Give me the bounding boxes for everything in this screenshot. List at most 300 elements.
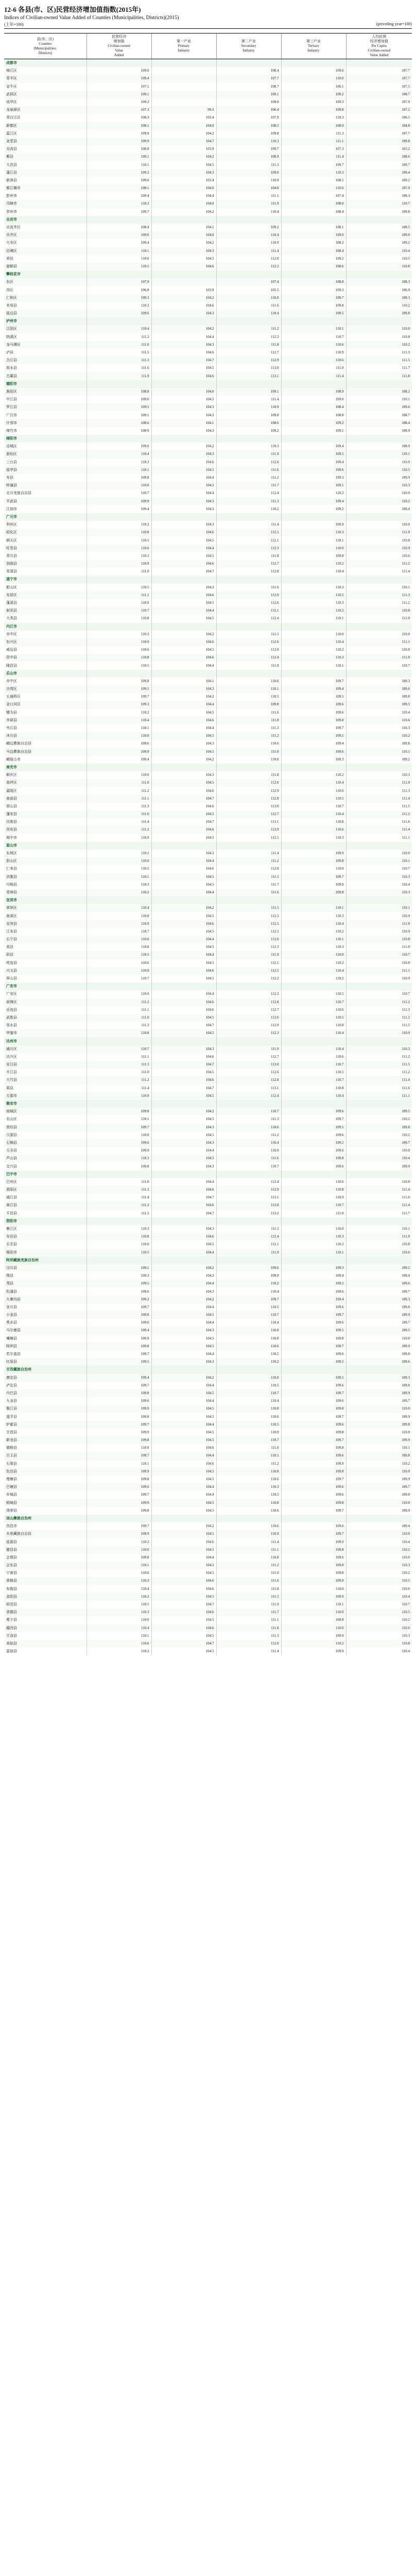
value-cell-col2: 104.5	[151, 1593, 216, 1601]
value-cell-col4: 110.7	[281, 1201, 346, 1209]
value-cell-col3: 113.0	[216, 803, 281, 810]
value-cell-col4: 109.7	[281, 1115, 346, 1123]
value-cell-col3: 111.5	[216, 873, 281, 881]
value-cell-col5: 110.8	[346, 333, 412, 341]
value-cell-col3: 109.2	[216, 224, 281, 231]
value-cell-col3: 111.6	[216, 889, 281, 896]
county-name: 红原县	[4, 1358, 86, 1366]
value-cell-col2	[151, 982, 216, 990]
value-cell-col5: 111.5	[346, 357, 412, 364]
county-name: 米易县	[6, 303, 17, 308]
value-cell-col2: 104.3	[151, 1287, 216, 1295]
value-cell-col1: 109.9	[86, 1499, 151, 1507]
value-cell-col5: 107.7	[346, 67, 412, 75]
value-cell-col3: 110.9	[216, 1530, 281, 1538]
table-row	[4, 536, 412, 544]
value-cell-col5: 109.7	[346, 1319, 412, 1327]
value-cell-col4: 109.8	[281, 889, 346, 896]
value-cell-col2: 104.4	[151, 1491, 216, 1499]
value-cell-col3: 109.1	[216, 91, 281, 98]
value-cell-col3	[216, 842, 281, 850]
value-cell-col1: 110.5	[86, 1601, 151, 1608]
value-cell-col5: 106.5	[346, 114, 412, 122]
value-cell-col2: 104.7	[151, 1061, 216, 1069]
value-cell-col3: 111.9	[216, 450, 281, 458]
value-cell-col1	[86, 317, 151, 325]
value-cell-col3: 112.6	[216, 1069, 281, 1076]
table-row	[4, 67, 412, 75]
value-cell-col3: 110.8	[216, 1554, 281, 1562]
table-row	[4, 161, 412, 168]
county-name: 筠连县	[6, 960, 17, 965]
value-cell-col3: 111.6	[216, 709, 281, 717]
value-cell-col2: 104.4	[151, 701, 216, 708]
value-cell-col5: 109.3	[346, 1296, 412, 1303]
county-name: 江安县	[6, 929, 17, 934]
value-cell-col2	[151, 278, 216, 286]
county-name: 仁和区	[4, 294, 86, 302]
value-cell-col5: 111.0	[346, 1233, 412, 1241]
value-cell-col1: 110.8	[86, 615, 151, 622]
value-cell-col4: 110.2	[281, 1640, 346, 1648]
county-name: 丹巴县	[4, 1389, 86, 1397]
value-cell-col5: 111.0	[346, 615, 412, 622]
value-cell-col3: 108.9	[216, 153, 281, 161]
value-cell-col1: 109.6	[86, 177, 151, 184]
value-cell-col1: 111.2	[86, 1201, 151, 1209]
table-row	[4, 443, 412, 450]
value-cell-col2: 104.3	[151, 771, 216, 779]
value-cell-col3: 112.0	[216, 1640, 281, 1648]
value-cell-col2: 104.6	[151, 1076, 216, 1084]
value-cell-col4: 109.6	[281, 1303, 346, 1311]
value-cell-col2: 104.4	[151, 1280, 216, 1287]
value-cell-col5: 109.2	[346, 177, 412, 184]
county-name: 泸定县	[6, 1383, 17, 1387]
value-cell-col2: 104.0	[151, 184, 216, 192]
value-cell-col5: 111.3	[346, 349, 412, 357]
value-cell-col5	[346, 513, 412, 521]
county-name: 会东县	[4, 1562, 86, 1569]
value-cell-col1: 110.0	[86, 1546, 151, 1554]
value-cell-col3: 110.1	[216, 685, 281, 693]
value-cell-col1: 110.6	[86, 255, 151, 263]
value-cell-col3: 111.0	[216, 748, 281, 756]
value-cell-col1: 109.4	[86, 75, 151, 82]
table-head	[4, 33, 412, 59]
value-cell-col2: 104.4	[151, 1303, 216, 1311]
county-name: 资阳市	[4, 1217, 86, 1225]
value-cell-col5	[346, 59, 412, 67]
value-cell-col4: 110.2	[281, 560, 346, 568]
value-cell-col3: 111.2	[216, 1460, 281, 1468]
region-row	[4, 670, 412, 677]
value-cell-col5: 110.8	[346, 536, 412, 544]
value-cell-col5: 109.6	[346, 1280, 412, 1287]
value-cell-col3: 112.8	[216, 1076, 281, 1084]
value-cell-col3: 111.2	[216, 1131, 281, 1139]
value-cell-col1: 110.8	[86, 529, 151, 536]
value-cell-col3: 111.5	[216, 631, 281, 638]
value-cell-col1: 111.4	[86, 818, 151, 826]
table-row	[4, 364, 412, 372]
value-cell-col4: 110.7	[281, 803, 346, 810]
value-cell-col1: 110.1	[86, 1632, 151, 1640]
value-cell-col2: 104.2	[151, 294, 216, 302]
value-cell-col5: 107.9	[346, 98, 412, 106]
value-cell-col1: 109.0	[86, 67, 151, 75]
value-cell-col2: 104.6	[151, 560, 216, 568]
value-cell-col4	[281, 982, 346, 990]
value-cell-col3: 112.2	[216, 928, 281, 936]
value-cell-col2: 104.6	[151, 803, 216, 810]
county-name: 游仙区	[4, 450, 86, 458]
value-cell-col1: 109.5	[86, 1358, 151, 1366]
county-name: 马尔康县	[4, 1327, 86, 1334]
value-cell-col4: 108.4	[281, 208, 346, 216]
region-row	[4, 1366, 412, 1374]
value-cell-col1: 110.5	[86, 951, 151, 959]
value-cell-col5: 111.3	[346, 1006, 412, 1014]
table-row	[4, 310, 412, 317]
value-cell-col3: 112.0	[216, 646, 281, 654]
value-cell-col3: 109.9	[216, 1272, 281, 1280]
value-cell-col1: 111.0	[86, 1178, 151, 1186]
value-cell-col2: 104.5	[151, 1343, 216, 1350]
region-row	[4, 1515, 412, 1522]
table-row	[4, 1210, 412, 1217]
table-row	[4, 83, 412, 91]
value-cell-col4: 109.7	[281, 873, 346, 881]
county-name: 屏山县	[6, 976, 17, 981]
value-cell-col3: 110.9	[216, 403, 281, 411]
value-cell-col3: 111.8	[216, 341, 281, 349]
value-cell-col1: 111.1	[86, 591, 151, 599]
value-cell-col5	[346, 216, 412, 224]
value-cell-col2: 104.7	[151, 357, 216, 364]
county-name: 通川区	[4, 1045, 86, 1053]
value-cell-col3: 111.3	[216, 724, 281, 732]
value-cell-col4: 109.6	[281, 1491, 346, 1499]
table-row	[4, 357, 412, 364]
table-row	[4, 1147, 412, 1155]
value-cell-col4: 109.8	[281, 552, 346, 560]
column-header-4: 第三产业 Tertiary Industry	[281, 33, 346, 59]
value-cell-col1: 110.2	[86, 302, 151, 310]
value-cell-col4: 110.0	[281, 1608, 346, 1616]
table-row	[4, 795, 412, 803]
county-name: 蒲江县	[4, 169, 86, 177]
value-cell-col4: 110.7	[281, 333, 346, 341]
region-row	[4, 896, 412, 904]
value-cell-col3: 111.7	[216, 1608, 281, 1616]
county-name: 西充县	[4, 826, 86, 834]
county-name: 江油市	[6, 506, 17, 511]
value-cell-col1: 110.5	[86, 1249, 151, 1257]
value-cell-col4: 110.4	[281, 1029, 346, 1037]
value-cell-col3: 112.3	[216, 545, 281, 552]
value-cell-col3: 110.4	[216, 1319, 281, 1327]
value-cell-col2: 104.5	[151, 255, 216, 263]
value-cell-col3: 112.1	[216, 536, 281, 544]
county-name: 东兴区	[4, 638, 86, 646]
value-cell-col4: 109.9	[281, 1538, 346, 1546]
value-cell-col2: 104.6	[151, 654, 216, 662]
region-row	[4, 623, 412, 631]
value-cell-col3: 111.7	[216, 482, 281, 489]
table-row	[4, 1264, 412, 1272]
value-cell-col4: 109.9	[281, 1593, 346, 1601]
county-name: 九寨沟县	[4, 1296, 86, 1303]
county-name: 喜德县	[4, 1608, 86, 1616]
value-cell-col1: 110.3	[86, 631, 151, 638]
value-cell-col4: 108.4	[281, 247, 346, 255]
table-row	[4, 153, 412, 161]
value-cell-col5: 111.3	[346, 591, 412, 599]
value-cell-col2: 104.3	[151, 740, 216, 748]
value-cell-col4	[281, 575, 346, 583]
value-cell-col5: 110.9	[346, 545, 412, 552]
value-cell-col1: 110.6	[86, 545, 151, 552]
value-cell-col2: 104.2	[151, 693, 216, 701]
value-cell-col5: 110.4	[346, 247, 412, 255]
value-cell-col2	[151, 842, 216, 850]
value-cell-col5: 110.0	[346, 850, 412, 857]
value-cell-col1: 109.4	[86, 756, 151, 764]
county-name: 自贡市	[4, 216, 86, 224]
county-name: 平武县	[4, 498, 86, 505]
table-row	[4, 1546, 412, 1554]
value-cell-col3: 111.3	[216, 1115, 281, 1123]
value-cell-col5: 108.2	[346, 388, 412, 396]
value-cell-col5	[346, 842, 412, 850]
county-name: 石渠县	[6, 1461, 17, 1466]
value-cell-col4: 109.8	[281, 302, 346, 310]
value-cell-col5: 110.3	[346, 889, 412, 896]
table-row	[4, 396, 412, 403]
value-cell-col2: 104.5	[151, 1335, 216, 1343]
value-cell-col4	[281, 1257, 346, 1264]
value-cell-col3: 112.0	[216, 865, 281, 873]
table-row	[4, 1601, 412, 1608]
value-cell-col4: 110.3	[281, 584, 346, 591]
value-cell-col3: 113.2	[216, 1210, 281, 1217]
county-name: 南溪区	[6, 913, 17, 918]
table-row	[4, 654, 412, 662]
value-cell-col4: 107.4	[281, 192, 346, 200]
value-cell-col4: 110.0	[281, 1225, 346, 1233]
value-cell-col1: 108.8	[86, 388, 151, 396]
value-cell-col3: 112.0	[216, 255, 281, 263]
county-name: 南充市	[4, 764, 86, 771]
table-row	[4, 1538, 412, 1546]
county-name: 绵阳市	[4, 435, 86, 443]
value-cell-col5: 109.9	[346, 1162, 412, 1170]
county-name: 恩阳区	[4, 1186, 86, 1194]
value-cell-col5: 110.1	[346, 396, 412, 403]
value-cell-col4: 110.8	[281, 1186, 346, 1194]
value-cell-col2: 104.4	[151, 1147, 216, 1155]
value-cell-col5: 110.8	[346, 1640, 412, 1648]
county-name: 威远县	[6, 648, 17, 652]
table-row	[4, 928, 412, 936]
county-name: 名山区	[6, 1117, 17, 1122]
value-cell-col5: 110.7	[346, 990, 412, 998]
value-cell-col1	[86, 982, 151, 990]
value-cell-col5: 110.0	[346, 1405, 412, 1413]
value-cell-col2	[151, 513, 216, 521]
value-cell-col1: 109.1	[86, 1264, 151, 1272]
value-cell-col1: 109.7	[86, 1522, 151, 1530]
value-cell-col2: 104.4	[151, 724, 216, 732]
value-cell-col2: 104.4	[151, 192, 216, 200]
value-cell-col2: 104.4	[151, 889, 216, 896]
value-cell-col4: 109.7	[281, 1507, 346, 1515]
value-cell-col1: 109.2	[86, 1296, 151, 1303]
table-row	[4, 771, 412, 779]
table-row	[4, 1311, 412, 1319]
value-cell-col5	[346, 1257, 412, 1264]
value-cell-col4: 110.6	[281, 357, 346, 364]
value-cell-col4: 109.4	[281, 685, 346, 693]
value-cell-col1: 107.9	[86, 278, 151, 286]
value-cell-col3: 111.1	[216, 192, 281, 200]
value-cell-col4: 109.9	[281, 881, 346, 889]
table-row	[4, 1491, 412, 1499]
value-cell-col5: 111.4	[346, 568, 412, 575]
table-row	[4, 505, 412, 513]
value-cell-col1: 110.1	[86, 466, 151, 474]
value-cell-col2: 104.2	[151, 1374, 216, 1382]
value-cell-col3: 109.8	[216, 130, 281, 138]
value-cell-col1: 109.7	[86, 1421, 151, 1429]
value-cell-col4: 110.6	[281, 184, 346, 192]
table-row	[4, 1616, 412, 1624]
value-cell-col2: 104.5	[151, 1632, 216, 1640]
value-cell-col2: 104.2	[151, 208, 216, 216]
value-cell-col2: 104.5	[151, 1311, 216, 1319]
county-name: 马边彝族自治县	[4, 748, 86, 756]
value-cell-col2: 104.3	[151, 498, 216, 505]
value-cell-col1: 110.3	[86, 200, 151, 208]
value-cell-col1: 110.6	[86, 936, 151, 943]
value-cell-col4: 110.0	[281, 1624, 346, 1632]
county-name: 东区	[4, 278, 86, 286]
value-cell-col5: 109.5	[346, 701, 412, 708]
county-name: 攀枝花市	[4, 270, 86, 278]
table-row	[4, 1640, 412, 1648]
value-cell-col4: 110.3	[281, 599, 346, 607]
county-name: 金川县	[6, 1304, 17, 1309]
value-cell-col4: 109.1	[281, 427, 346, 435]
value-cell-col1: 111.0	[86, 810, 151, 818]
value-cell-col3: 110.9	[216, 1147, 281, 1155]
value-cell-col5	[346, 1037, 412, 1045]
value-cell-col3: 109.8	[216, 411, 281, 419]
value-cell-col2: 104.5	[151, 1530, 216, 1538]
value-cell-col3: 112.8	[216, 998, 281, 1006]
value-cell-col4: 110.3	[281, 834, 346, 842]
value-cell-col5: 110.9	[346, 975, 412, 982]
value-cell-col2: 104.6	[151, 826, 216, 834]
table-row	[4, 615, 412, 622]
value-cell-col2: 104.6	[151, 865, 216, 873]
value-cell-col2: 104.6	[151, 263, 216, 270]
value-cell-col3: 111.5	[216, 1225, 281, 1233]
county-name: 营山县	[6, 804, 17, 808]
table-row	[4, 263, 412, 270]
value-cell-col2: 104.3	[151, 1358, 216, 1366]
value-cell-col5: 110.9	[346, 928, 412, 936]
value-cell-col1: 109.6	[86, 740, 151, 748]
value-cell-col4: 109.6	[281, 1382, 346, 1389]
value-cell-col4: 109.7	[281, 294, 346, 302]
value-cell-col2: 104.2	[151, 411, 216, 419]
value-cell-col5: 110.4	[346, 709, 412, 717]
value-cell-col4: 109.5	[281, 1327, 346, 1334]
value-cell-col1: 109.1	[86, 411, 151, 419]
value-cell-col3: 108.5	[216, 122, 281, 130]
table-row	[4, 474, 412, 482]
value-cell-col2: 104.2	[151, 325, 216, 333]
value-cell-col2: 104.0	[151, 231, 216, 239]
unit-note-right: (preceding year=100)	[376, 22, 412, 26]
table-row	[4, 638, 412, 646]
value-cell-col1: 111.1	[86, 1053, 151, 1061]
value-cell-col3: 111.5	[216, 1593, 281, 1601]
value-cell-col1: 110.0	[86, 732, 151, 740]
value-cell-col1: 109.8	[86, 1389, 151, 1397]
value-cell-col3: 112.1	[216, 959, 281, 967]
value-cell-col4: 109.9	[281, 1460, 346, 1468]
value-cell-col2: 104.3	[151, 403, 216, 411]
value-cell-col3: 110.4	[216, 1397, 281, 1405]
value-cell-col2: 104.5	[151, 1115, 216, 1123]
value-cell-col5	[346, 623, 412, 631]
value-cell-col1: 110.6	[86, 1241, 151, 1248]
value-cell-col5: 110.9	[346, 1029, 412, 1037]
value-cell-col5: 110.1	[346, 857, 412, 865]
value-cell-col1: 109.9	[86, 138, 151, 145]
value-cell-col5: 111.4	[346, 1076, 412, 1084]
value-cell-col3: 112.4	[216, 1233, 281, 1241]
value-cell-col2: 104.4	[151, 1319, 216, 1327]
county-name: 丹棱县	[6, 882, 17, 887]
county-name: 理县	[6, 1274, 13, 1278]
table-row	[4, 1382, 412, 1389]
value-cell-col4: 110.2	[281, 975, 346, 982]
table-row	[4, 1507, 412, 1515]
value-cell-col4: 108.5	[281, 177, 346, 184]
county-name: 岳池县	[6, 1007, 17, 1012]
value-cell-col2: 104.7	[151, 1210, 216, 1217]
value-cell-col3: 111.1	[216, 1546, 281, 1554]
value-cell-col2: 104.6	[151, 920, 216, 928]
value-cell-col3: 108.4	[216, 67, 281, 75]
county-name: 乐至县	[6, 1242, 17, 1247]
value-cell-col5	[346, 1100, 412, 1108]
value-cell-col5: 110.3	[346, 1632, 412, 1640]
value-cell-col3: 111.6	[216, 302, 281, 310]
value-cell-col3: 110.3	[216, 1483, 281, 1491]
county-name: 郫县	[4, 153, 86, 161]
value-cell-col3: 104.8	[216, 184, 281, 192]
value-cell-col2: 104.6	[151, 1444, 216, 1452]
value-cell-col3	[216, 380, 281, 388]
value-cell-col1: 109.6	[86, 1139, 151, 1147]
value-cell-col1: 110.8	[86, 912, 151, 920]
value-cell-col1: 111.6	[86, 364, 151, 372]
